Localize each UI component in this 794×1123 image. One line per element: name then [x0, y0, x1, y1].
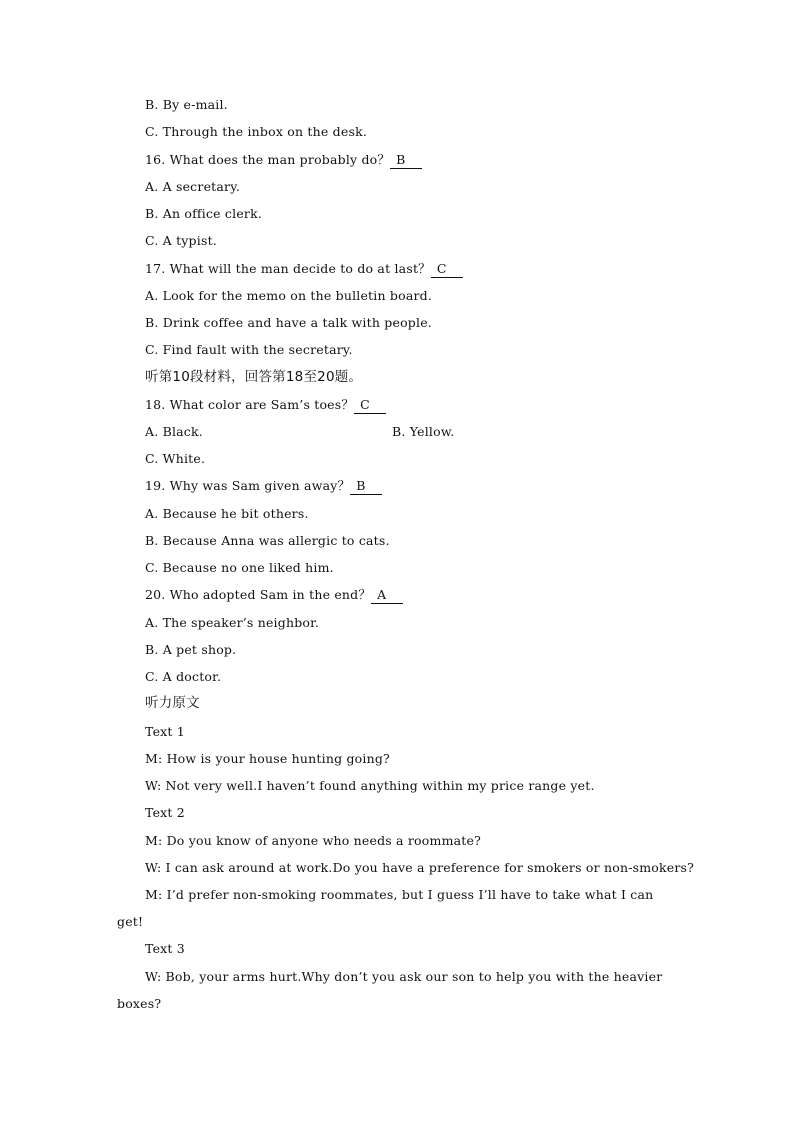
- q18-option-c: C. White.: [145, 451, 206, 466]
- transcript-heading: 听力原文: [145, 695, 200, 711]
- q17-option-a: A. Look for the memo on the bulletin board.: [145, 288, 433, 303]
- question-text: 17. What will the man decide to do at last？: [145, 261, 431, 276]
- q18-question: [145, 397, 386, 414]
- q15-option-c: C. Through the inbox on the desk.: [145, 124, 368, 139]
- q16-option-a: A. A secretary.: [145, 179, 240, 194]
- q20-option-a: A. The speaker’s neighbor.: [145, 615, 320, 630]
- question-text: 16. What does the man probably do？: [145, 152, 391, 167]
- answer-blank: C: [431, 261, 463, 278]
- answer-blank: B: [390, 152, 422, 169]
- q19-option-b: B. Because Anna was allergic to cats.: [145, 533, 390, 548]
- q17-question: [145, 261, 463, 278]
- text2-title: Text 2: [145, 805, 185, 820]
- text2-line-m1: M: Do you know of anyone who needs a roommate?: [145, 833, 481, 848]
- section-instruction: 听第10段材料，回答第18至20题。: [145, 369, 363, 385]
- answer-blank: B: [350, 478, 382, 495]
- q19-question: [145, 478, 382, 495]
- text1-title: Text 1: [145, 724, 185, 739]
- text2-line-w1: W: I can ask around at work.Do you have a preference for smokers or non-smokers?: [145, 860, 695, 875]
- q16-option-b: B. An office clerk.: [145, 206, 263, 221]
- text3-line-w1: W: Bob, your arms hurt.Why don’t you ask our son to help you with the heavier: [145, 969, 663, 984]
- question-text: 19. Why was Sam given away？: [145, 478, 351, 493]
- q19-option-c: C. Because no one liked him.: [145, 560, 334, 575]
- q19-option-a: A. Because he bit others.: [145, 506, 309, 521]
- q16-option-c: C. A typist.: [145, 233, 217, 248]
- answer-blank: A: [371, 587, 403, 604]
- q18-option-a: A. Black.: [145, 424, 203, 439]
- question-text: 18. What color are Sam’s toes？: [145, 397, 355, 412]
- q16-question: [145, 152, 422, 169]
- text2-line-m2-cont: get!: [117, 914, 144, 929]
- text2-line-m2: M: I’d prefer non-smoking roommates, but I guess I’ll have to take what I can: [145, 887, 654, 902]
- q20-question: [145, 587, 403, 604]
- q20-option-c: C. A doctor.: [145, 669, 222, 684]
- q17-option-b: B. Drink coffee and have a talk with people.: [145, 315, 432, 330]
- q15-option-b: B. By e-mail.: [145, 97, 228, 112]
- text1-line-m: M: How is your house hunting going?: [145, 751, 390, 766]
- text1-line-w: W: Not very well.I haven’t found anything within my price range yet.: [145, 778, 595, 793]
- text3-title: Text 3: [145, 941, 185, 956]
- question-text: 20. Who adopted Sam in the end？: [145, 587, 372, 602]
- q17-option-c: C. Find fault with the secretary.: [145, 342, 353, 357]
- answer-blank: C: [354, 397, 386, 414]
- text3-line-w1-cont: boxes?: [117, 996, 162, 1011]
- q20-option-b: B. A pet shop.: [145, 642, 237, 657]
- q18-option-b: B. Yellow.: [392, 424, 455, 439]
